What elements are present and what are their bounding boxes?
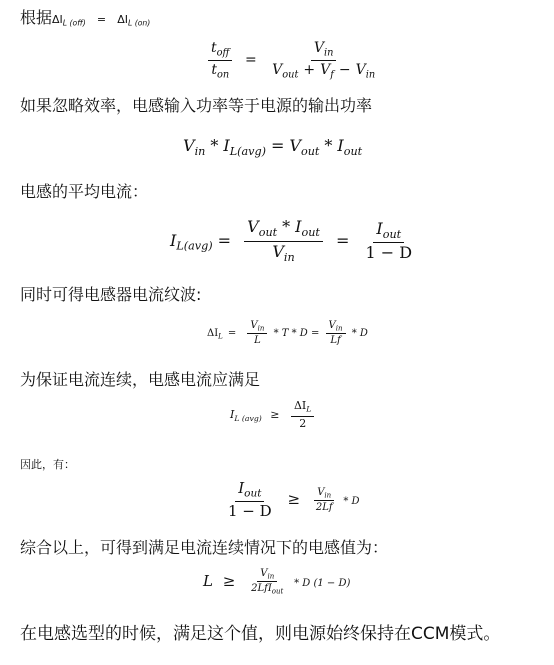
paragraph-inductance: 综合以上，可得到满足电流连续情况下的电感值为： — [20, 538, 389, 557]
equation-avg-current: $I_{L(avg)}$ = $\frac{V_{out} * I_{out}}{V_{in}}$ = $\frac{I_{out}}{1 - D}$ — [170, 217, 413, 264]
intro-text: 根据 — [20, 8, 53, 27]
paragraph-conclusion: 在电感选型的时候，满足这个值，则电源始终保持在CCM模式。 — [20, 624, 501, 644]
equation-inequality: $\frac{I_{out}}{1 - D}$ ≥ $\frac{V_{in}}{2Lf}$ * D — [228, 479, 360, 520]
equation-inductance: L ≥ $\frac{V_{in}}{2LfI_{out}}$ * D (1 − D) — [203, 568, 351, 596]
equation-duty-ratio: $\frac{t_{off}}{t_{on}}$ = $\frac{V_{in}}{V_{out} + V_f - V_{in}}$ — [205, 40, 381, 80]
equation-ripple: $\Delta I_L$ = $\frac{V_{in}}{L}$ * T * D = $\frac{V_{in}}{Lf}$ * D — [207, 320, 368, 347]
paragraph-ccm-condition: 为保证电流连续，电感电流应满足 — [20, 370, 261, 389]
equation-power-balance: $V_{in} * I_{L(avg)} = V_{out} * I_{out}$ — [183, 136, 363, 158]
equation-ccm-condition: $I_{L (avg)}$ ≥ $\frac{\Delta I_L}{2}$ — [230, 400, 317, 430]
delta-il-off: $\Delta I_{L (off)}$ — [52, 13, 86, 28]
intro-line — [20, 8, 150, 34]
delta-il-on: $\Delta I_{L (on)}$ — [117, 13, 151, 28]
paragraph-therefore: 因此，有： — [20, 458, 75, 471]
paragraph-avg-current: 电感的平均电流： — [20, 182, 149, 201]
paragraph-power: 如果忽略效率，电感输入功率等于电源的输出功率 — [20, 96, 373, 115]
paragraph-ripple: 同时可得电感器电流纹波: — [20, 285, 202, 304]
equals-sign: = — [96, 13, 107, 26]
